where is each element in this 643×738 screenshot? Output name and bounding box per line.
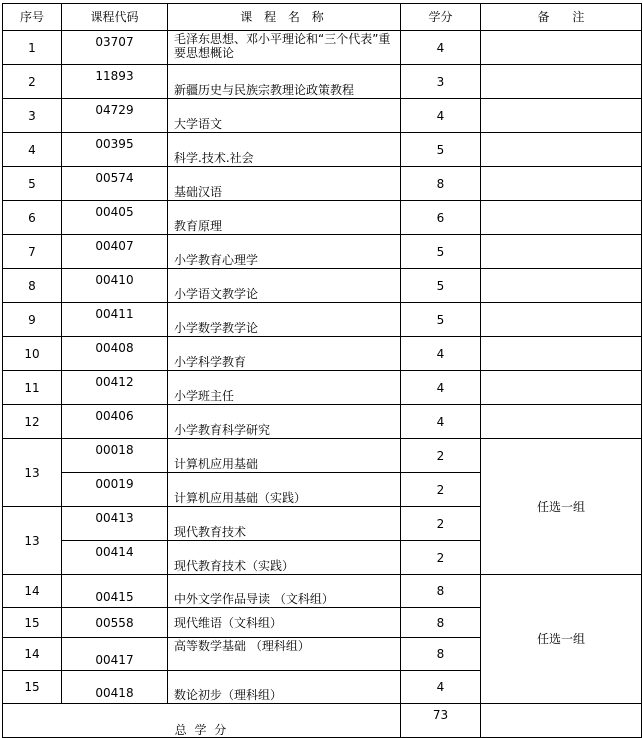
- row-seq: 3: [3, 99, 62, 133]
- row-seq: 4: [3, 133, 62, 167]
- row-code: 00408: [62, 337, 168, 371]
- row-seq: 13: [3, 507, 62, 575]
- row-name: 现代教育技术（实践）: [168, 541, 401, 575]
- row-credits: 5: [401, 133, 481, 167]
- row-name: 小学语文教学论: [168, 269, 401, 303]
- row-seq: 5: [3, 167, 62, 201]
- row-code: 00574: [62, 167, 168, 201]
- row-code: 00558: [62, 608, 168, 638]
- row-credits: 2: [401, 541, 481, 575]
- row-code: 00405: [62, 201, 168, 235]
- header-credits: 学分: [401, 4, 481, 31]
- row-remark-empty: [481, 133, 642, 167]
- row-remark-empty: [481, 337, 642, 371]
- row-seq: 15: [3, 671, 62, 704]
- row-name: 现代教育技术: [168, 507, 401, 541]
- row-code: 00415: [62, 575, 168, 608]
- row-seq: 8: [3, 269, 62, 303]
- row-code: 00412: [62, 371, 168, 405]
- row-seq: 6: [3, 201, 62, 235]
- table-row: [3, 303, 642, 337]
- row-code: 00407: [62, 235, 168, 269]
- row-remark-empty: [481, 303, 642, 337]
- row-credits: 4: [401, 671, 481, 704]
- row-seq: 7: [3, 235, 62, 269]
- table-row: [3, 439, 642, 473]
- row-name: 科学.技术.社会: [168, 133, 401, 167]
- row-seq: 2: [3, 65, 62, 99]
- table-row: [3, 405, 642, 439]
- table-row: [3, 167, 642, 201]
- row-code: 11893: [62, 65, 168, 99]
- table-row: [3, 269, 642, 303]
- row-name: 数论初步（理科组）: [168, 671, 401, 704]
- row-credits: 2: [401, 507, 481, 541]
- row-code: 04729: [62, 99, 168, 133]
- row-name: 小学科学教育: [168, 337, 401, 371]
- row-name: 小学班主任: [168, 371, 401, 405]
- row-remark-empty: [481, 269, 642, 303]
- row-credits: 4: [401, 371, 481, 405]
- row-credits: 2: [401, 439, 481, 473]
- header-code: 课程代码: [62, 4, 168, 31]
- row-name: 计算机应用基础: [168, 439, 401, 473]
- header-seq: 序号: [3, 4, 62, 31]
- row-seq: 15: [3, 608, 62, 638]
- table-row: [3, 133, 642, 167]
- row-credits: 2: [401, 473, 481, 507]
- row-code: 00018: [62, 439, 168, 473]
- row-name: 现代维语（文科组）: [168, 608, 401, 638]
- table-row: [3, 31, 642, 65]
- row-credits: 8: [401, 638, 481, 671]
- row-name: 新疆历史与民族宗教理论政策教程: [168, 65, 401, 99]
- table-row: [3, 337, 642, 371]
- row-credits: 5: [401, 235, 481, 269]
- row-credits: 3: [401, 65, 481, 99]
- row-remark-empty: [481, 405, 642, 439]
- header-row: [3, 4, 642, 31]
- table-row: [3, 99, 642, 133]
- total-label: 总 学 分: [3, 704, 401, 738]
- row-credits: 8: [401, 167, 481, 201]
- row-remark-empty: [481, 31, 642, 65]
- row-credits: 4: [401, 99, 481, 133]
- row-code: 00418: [62, 671, 168, 704]
- row-seq: 1: [3, 31, 62, 65]
- table-row: [3, 201, 642, 235]
- row-name: 中外文学作品导读 （文科组）: [168, 575, 401, 608]
- row-remark-empty: [481, 235, 642, 269]
- row-name: 教育原理: [168, 201, 401, 235]
- row-code: 00395: [62, 133, 168, 167]
- row-code: 00414: [62, 541, 168, 575]
- table-row: [3, 575, 642, 608]
- table-row: [3, 235, 642, 269]
- row-credits: 8: [401, 608, 481, 638]
- row-remark-empty: [481, 99, 642, 133]
- row-remark-empty: [481, 201, 642, 235]
- header-name: 课 程 名 称: [168, 4, 401, 31]
- row-seq: 13: [3, 439, 62, 507]
- row-remark-empty: [481, 65, 642, 99]
- row-name: 计算机应用基础（实践）: [168, 473, 401, 507]
- row-code: 00410: [62, 269, 168, 303]
- row-code: 00019: [62, 473, 168, 507]
- row-code: 00411: [62, 303, 168, 337]
- row-seq: 10: [3, 337, 62, 371]
- row-name: 高等数学基础 （理科组）: [168, 638, 401, 671]
- row-name: 基础汉语: [168, 167, 401, 201]
- row-name: 大学语文: [168, 99, 401, 133]
- row-credits: 4: [401, 31, 481, 65]
- group-remark: 任选一组: [481, 575, 642, 704]
- group-remark: 任选一组: [481, 439, 642, 575]
- row-seq: 9: [3, 303, 62, 337]
- row-name: 小学数学教学论: [168, 303, 401, 337]
- table-row: [3, 371, 642, 405]
- row-seq: 14: [3, 638, 62, 671]
- row-credits: 5: [401, 269, 481, 303]
- row-name: 小学教育科学研究: [168, 405, 401, 439]
- row-remark-empty: [481, 371, 642, 405]
- row-code: 00413: [62, 507, 168, 541]
- row-seq: 14: [3, 575, 62, 608]
- header-remarks: 备 注: [481, 4, 642, 31]
- row-code: 00417: [62, 638, 168, 671]
- row-credits: 6: [401, 201, 481, 235]
- total-row: [3, 704, 642, 738]
- total-value: 73: [401, 704, 481, 738]
- total-remark-empty: [481, 704, 642, 738]
- row-credits: 8: [401, 575, 481, 608]
- row-name: 毛泽东思想、邓小平理论和“三个代表”重要思想概论: [168, 31, 401, 65]
- row-seq: 12: [3, 405, 62, 439]
- course-table: [2, 3, 642, 738]
- row-credits: 5: [401, 303, 481, 337]
- row-code: 00406: [62, 405, 168, 439]
- row-credits: 4: [401, 337, 481, 371]
- row-name: 小学教育心理学: [168, 235, 401, 269]
- table-row: [3, 65, 642, 99]
- row-code: 03707: [62, 31, 168, 65]
- row-seq: 11: [3, 371, 62, 405]
- row-credits: 4: [401, 405, 481, 439]
- row-remark-empty: [481, 167, 642, 201]
